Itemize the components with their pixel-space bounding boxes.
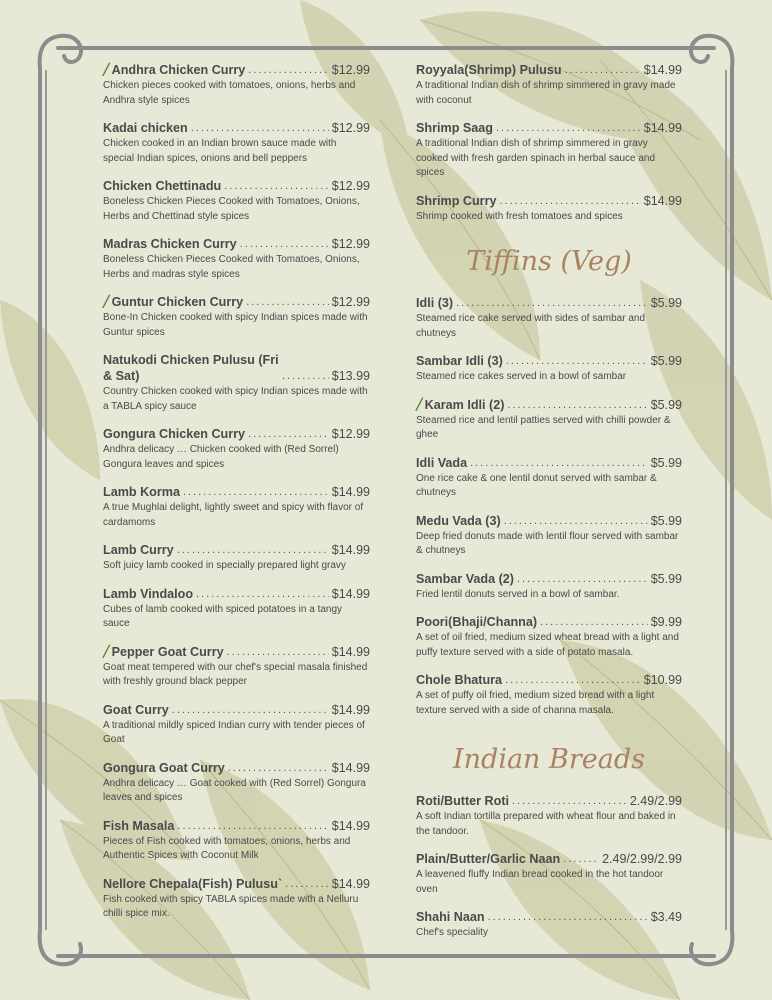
menu-item-header	[103, 120, 370, 136]
menu-item-name: Fish Masala	[103, 818, 175, 833]
dot-leader	[196, 586, 329, 602]
menu-item-header	[103, 644, 370, 660]
menu-item-chicken-chettinadu	[103, 178, 370, 224]
menu-item-description: Chicken cooked in an Indian brown sauce made with special Indian spices, onions and bell peppers	[103, 138, 337, 164]
menu-item-header	[416, 513, 682, 529]
menu-item-header	[103, 178, 370, 194]
dot-leader	[248, 426, 329, 442]
menu-item-header	[103, 586, 370, 602]
menu-item-description: Goat meat tempered with our chef's special masala finished with freshly ground black pepper	[103, 661, 368, 687]
menu-item-sambar-vada-2	[416, 571, 682, 603]
menu-item-name: Medu Vada (3)	[416, 513, 501, 528]
dot-leader	[282, 368, 329, 384]
menu-item-plain-butter-garlic-naan	[416, 851, 682, 897]
menu-item-description: Boneless Chicken Pieces Cooked with Tomatoes, Onions, Herbs and Chettinad style spices	[103, 196, 360, 222]
menu-item-description: Andhra delicacy … Chicken cooked with (Red Sorrel) Gongura leaves and spices	[103, 444, 339, 470]
menu-item-name: Pepper Goat Curry	[111, 644, 224, 659]
menu-item-header	[103, 294, 370, 310]
menu-item-kadai-chicken	[103, 120, 370, 166]
menu-item-name: Shrimp Curry	[416, 193, 497, 208]
chili-pepper-icon: ╱	[103, 296, 110, 308]
menu-item-description: Cubes of lamb cooked with spiced potatoes in a tangy sauce	[103, 603, 343, 629]
menu-item-header	[103, 702, 370, 718]
menu-item-price: $14.99	[331, 818, 370, 833]
menu-item-header	[103, 62, 370, 78]
menu-item-name: Kadai chicken	[103, 121, 188, 135]
dot-leader	[227, 644, 329, 660]
menu-item-name: Karam Idli (2)	[424, 397, 505, 412]
dot-leader	[565, 62, 641, 78]
menu-item-header	[103, 876, 370, 892]
menu-item-description: Steamed rice and lentil patties served with chilli powder & ghee	[416, 414, 671, 440]
menu-item-name: Royyala(Shrimp) Pulusu	[416, 63, 562, 77]
menu-item-name: Shahi Naan	[416, 910, 485, 924]
menu-item-shahi-naan	[416, 909, 682, 941]
menu-item-lamb-vindaloo	[103, 586, 370, 632]
menu-item-price: $12.99	[331, 237, 370, 251]
dot-leader	[191, 120, 329, 136]
menu-item-name: Andhra Chicken Curry	[111, 63, 246, 77]
dot-leader	[507, 397, 647, 413]
menu-item-price: $14.99	[331, 543, 370, 557]
menu-item-header	[416, 851, 682, 867]
menu-item-name: Gongura Goat Curry	[103, 760, 225, 775]
menu-item-header	[416, 793, 682, 809]
menu-item-header	[103, 484, 370, 500]
menu-item-name: Sambar Vada (2)	[416, 571, 514, 586]
menu-item-name: Chicken Chettinadu	[103, 179, 222, 193]
menu-item-name: Madras Chicken Curry	[103, 237, 237, 251]
menu-item-poori-bhaji-channa	[416, 614, 682, 660]
menu-left-column	[103, 62, 370, 934]
menu-item-price: $14.99	[331, 485, 370, 499]
menu-item-price: $5.99	[650, 354, 682, 368]
menu-item-name: Guntur Chicken Curry	[111, 295, 244, 309]
tiffins-title: Tiffins (Veg)	[466, 246, 632, 277]
menu-item-goat-curry	[103, 702, 370, 748]
menu-item-nellore-chepala-fish-pulusu	[103, 876, 370, 922]
menu-item-header	[103, 542, 370, 558]
menu-item-price: $5.99	[650, 571, 682, 586]
menu-item-header	[416, 455, 682, 471]
menu-item-name: Natukodi Chicken Pulusu (Fri & Sat)	[103, 353, 279, 383]
menu-item-price: $5.99	[650, 296, 682, 310]
menu-item-description: A traditional mildly spiced Indian curry with tender pieces of Goat	[103, 719, 365, 745]
menu-item-madras-chicken-curry	[103, 236, 370, 282]
dot-leader	[496, 120, 641, 136]
menu-item-name: Idli Vada	[416, 455, 468, 470]
menu-item-description: Bone-In Chicken cooked with spicy Indian spices made with Guntur spices	[103, 312, 368, 338]
dot-leader	[512, 793, 627, 809]
dot-leader	[499, 193, 640, 209]
menu-item-price: $14.99	[331, 760, 370, 775]
dot-leader	[506, 353, 648, 369]
menu-item-description: A true Mughlai delight, lightly sweet and spicy with flavor of cardamoms	[103, 502, 364, 528]
menu-item-description: Andhra delicacy … Goat cooked with (Red Sorrel) Gongura leaves and spices	[103, 777, 366, 803]
menu-item-price: $5.99	[650, 455, 682, 470]
menu-item-description: Shrimp cooked with fresh tomatoes and spices	[416, 210, 623, 222]
menu-item-price: $5.99	[650, 513, 682, 528]
menu-item-name: Chole Bhatura	[416, 673, 503, 687]
menu-item-name: Shrimp Saag	[416, 121, 493, 135]
menu-item-description: Steamed rice cake served with sides of sambar and chutneys	[416, 313, 645, 339]
chili-pepper-icon: ╱	[416, 398, 423, 411]
menu-item-description: Chicken pieces cooked with tomatoes, onions, herbs and Andhra style spices	[103, 80, 356, 106]
menu-item-shrimp-curry	[416, 193, 682, 225]
menu-item-price: $3.49	[650, 910, 682, 924]
menu-item-andhra-chicken-curry	[103, 62, 370, 108]
menu-right-column	[416, 62, 682, 953]
menu-item-pepper-goat-curry	[103, 644, 370, 690]
menu-item-name: Plain/Butter/Garlic Naan	[416, 852, 561, 866]
menu-item-description: A traditional Indian dish of shrimp simmered in gravy cooked with fresh garden spinach in herbal sauce and spices	[416, 138, 656, 178]
menu-item-price: $12.99	[331, 295, 370, 309]
dot-leader	[246, 294, 329, 310]
menu-item-description: A leavened fluffy Indian bread cooked in the hot tandoor oven	[416, 869, 664, 895]
menu-item-description: Steamed rice cakes served in a bowl of sambar	[416, 371, 627, 382]
dot-leader	[172, 702, 329, 718]
menu-item-name: Lamb Korma	[103, 485, 180, 499]
menu-item-name: Gongura Chicken Curry	[103, 427, 246, 441]
menu-item-price: $13.99	[331, 369, 370, 383]
menu-item-idli-vada	[416, 455, 682, 501]
dot-leader	[456, 295, 648, 311]
menu-item-description: Deep fried donuts made with lentil flour served with sambar & chutneys	[416, 530, 679, 556]
menu-item-shrimp-saag	[416, 120, 682, 181]
menu-item-header	[103, 760, 370, 776]
menu-item-price: 2.49/2.99	[629, 794, 682, 808]
menu-item-description: Fried lentil donuts served in a bowl of sambar.	[416, 588, 620, 600]
menu-item-price: $14.99	[643, 193, 682, 208]
menu-item-description: A soft Indian tortilla prepared with wheat flour and baked in the tandoor.	[416, 811, 676, 837]
dot-leader	[470, 455, 648, 471]
menu-item-header	[416, 672, 682, 688]
menu-item-description: Country Chicken cooked with spicy Indian spices made with a TABLA spicy sauce	[103, 386, 368, 412]
menu-item-price: $14.99	[643, 121, 682, 135]
menu-item-name: Goat Curry	[103, 702, 169, 717]
menu-item-description: Chef's speciality	[416, 927, 488, 938]
breads-title: Indian Breads	[452, 744, 645, 775]
menu-item-natukodi-chicken-pulusu-fri-sat	[103, 352, 370, 414]
menu-item-price: $9.99	[650, 615, 682, 629]
menu-item-header	[416, 571, 682, 587]
menu-item-price: $5.99	[650, 397, 682, 412]
dot-leader	[240, 236, 329, 252]
dot-leader	[285, 876, 329, 892]
dot-leader	[177, 818, 328, 834]
menu-item-price: $14.99	[643, 63, 682, 77]
menu-item-name: Sambar Idli (3)	[416, 354, 503, 368]
dot-leader	[228, 760, 329, 776]
menu-item-sambar-idli-3	[416, 353, 682, 385]
menu-item-header	[103, 236, 370, 252]
menu-item-price: $14.99	[331, 644, 370, 659]
menu-item-header	[416, 397, 682, 413]
menu-item-lamb-curry	[103, 542, 370, 574]
menu-item-description: A set of puffy oil fried, medium sized bread with a light texture served with a side of channa masala.	[416, 690, 655, 716]
menu-item-lamb-korma	[103, 484, 370, 530]
menu-item-price: $12.99	[331, 179, 370, 193]
dot-leader	[224, 178, 329, 194]
menu-item-name: Nellore Chepala(Fish) Pulusu`	[103, 876, 283, 891]
dot-leader	[505, 672, 641, 688]
menu-item-price: $12.99	[331, 427, 370, 441]
menu-item-description: Pieces of Fish cooked with tomatoes, onions, herbs and Authentic Spices with Coconut Milk	[103, 835, 351, 861]
menu-item-header	[416, 614, 682, 630]
menu-item-idli-3	[416, 295, 682, 341]
menu-item-price: $12.99	[331, 63, 370, 77]
menu-item-name: Poori(Bhaji/Channa)	[416, 615, 538, 629]
chili-pepper-icon: ╱	[103, 645, 110, 658]
menu-item-header	[103, 426, 370, 442]
menu-item-name: Lamb Vindaloo	[103, 586, 194, 601]
menu-item-header	[416, 120, 682, 136]
menu-item-description: A traditional Indian dish of shrimp simmered in gravy made with coconut	[416, 80, 676, 106]
menu-item-karam-idli-2	[416, 397, 682, 443]
dot-leader	[517, 571, 648, 587]
menu-item-chole-bhatura	[416, 672, 682, 718]
menu-item-header	[416, 62, 682, 78]
menu-item-name: Lamb Curry	[103, 543, 174, 557]
dot-leader	[177, 542, 329, 558]
menu-item-fish-masala	[103, 818, 370, 864]
menu-item-price: $10.99	[643, 673, 682, 687]
dot-leader	[540, 614, 648, 630]
menu-item-description: Soft juicy lamb cooked in specially prepared light gravy	[103, 560, 346, 571]
menu-item-description: Boneless Chicken Pieces Cooked with Tomatoes, Onions, Herbs and madras style spices	[103, 254, 360, 280]
menu-item-header	[416, 909, 682, 925]
menu-item-price: $14.99	[331, 702, 370, 717]
chili-pepper-icon: ╱	[103, 64, 110, 76]
dot-leader	[504, 513, 648, 529]
menu-item-gongura-goat-curry	[103, 760, 370, 806]
dot-leader	[563, 851, 599, 867]
menu-item-description: One rice cake & one lentil donut served with sambar & chutneys	[416, 472, 657, 498]
menu-item-price: 2.49/2.99/2.99	[602, 852, 682, 866]
menu-item-price: $14.99	[331, 586, 370, 601]
menu-item-roti-butter-roti	[416, 793, 682, 839]
dot-leader	[488, 909, 648, 925]
menu-item-header	[103, 352, 370, 384]
menu-item-name: Idli (3)	[416, 296, 454, 310]
menu-item-description: A set of oil fried, medium sized wheat bread with a light and puffy texture served with a side of potato masala.	[416, 632, 679, 658]
menu-item-header	[416, 353, 682, 369]
menu-item-medu-vada-3	[416, 513, 682, 559]
menu-item-name: Roti/Butter Roti	[416, 794, 510, 808]
menu-item-header	[103, 818, 370, 834]
menu-item-royyala-shrimp-pulusu	[416, 62, 682, 108]
menu-item-header	[416, 193, 682, 209]
dot-leader	[248, 62, 328, 78]
menu-item-price: $14.99	[331, 876, 370, 891]
menu-item-description: Fish cooked with spicy TABLA spices made with a Nelluru chilli spice mix.	[103, 893, 359, 919]
dot-leader	[183, 484, 329, 500]
menu-item-guntur-chicken-curry	[103, 294, 370, 340]
menu-item-header	[416, 295, 682, 311]
menu-item-price: $12.99	[331, 121, 370, 135]
menu-item-gongura-chicken-curry	[103, 426, 370, 472]
